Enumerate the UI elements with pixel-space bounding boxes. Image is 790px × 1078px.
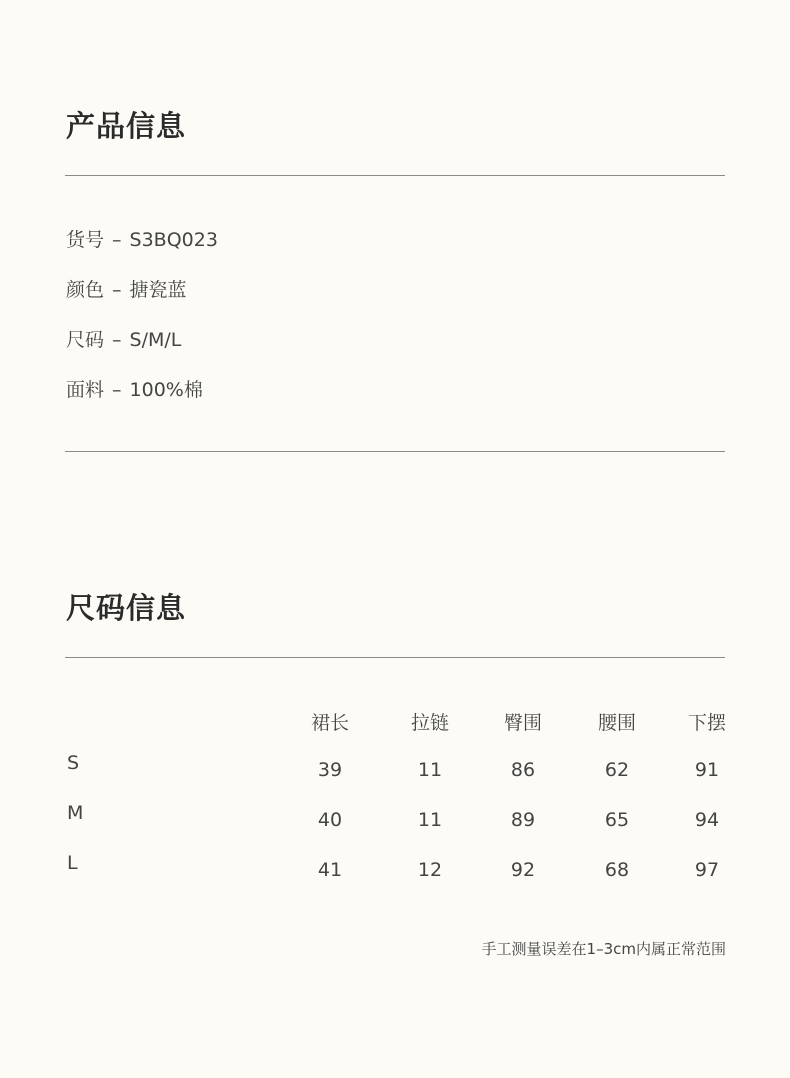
measurement-note: 手工测量误差在1–3cm内属正常范围 — [481, 940, 726, 958]
table-cell: 86 — [510, 759, 536, 781]
divider — [65, 451, 725, 452]
info-separator: – — [112, 329, 122, 351]
info-value: S/M/L — [129, 329, 182, 351]
table-cell: 11 — [417, 809, 443, 831]
table-cell: 92 — [510, 859, 536, 881]
column-header-hip: 臀围 — [503, 712, 543, 734]
table-cell: 40 — [317, 809, 343, 831]
column-header-zipper: 拉链 — [410, 712, 450, 734]
info-row-size — [66, 325, 181, 352]
info-value: S3BQ023 — [129, 229, 218, 251]
info-row-sku — [66, 225, 218, 252]
divider — [65, 175, 725, 176]
info-label: 颜色 — [66, 279, 105, 301]
table-cell: 65 — [604, 809, 630, 831]
table-cell: 62 — [604, 759, 630, 781]
info-row-color — [66, 275, 187, 302]
size-label-s: S — [67, 752, 80, 774]
column-header-length: 裙长 — [310, 712, 350, 734]
info-separator: – — [112, 379, 122, 401]
table-cell: 12 — [417, 859, 443, 881]
info-label: 货号 — [66, 229, 105, 251]
info-label: 尺码 — [66, 329, 105, 351]
table-cell: 39 — [317, 759, 343, 781]
size-label-l: L — [67, 852, 78, 874]
table-cell: 91 — [694, 759, 720, 781]
column-header-hem: 下摆 — [687, 712, 727, 734]
product-info-title: 产品信息 — [66, 109, 187, 143]
table-cell: 94 — [694, 809, 720, 831]
info-row-fabric — [66, 375, 203, 402]
size-label-m: M — [67, 802, 84, 824]
info-separator: – — [112, 279, 122, 301]
table-cell: 41 — [317, 859, 343, 881]
table-cell: 68 — [604, 859, 630, 881]
table-cell: 11 — [417, 759, 443, 781]
table-cell: 89 — [510, 809, 536, 831]
info-label: 面料 — [66, 379, 105, 401]
info-separator: – — [112, 229, 122, 251]
table-cell: 97 — [694, 859, 720, 881]
info-value: 搪瓷蓝 — [129, 279, 187, 301]
column-header-waist: 腰围 — [597, 712, 637, 734]
divider — [65, 657, 725, 658]
info-value: 100%棉 — [129, 379, 203, 401]
size-info-title: 尺码信息 — [66, 591, 187, 625]
